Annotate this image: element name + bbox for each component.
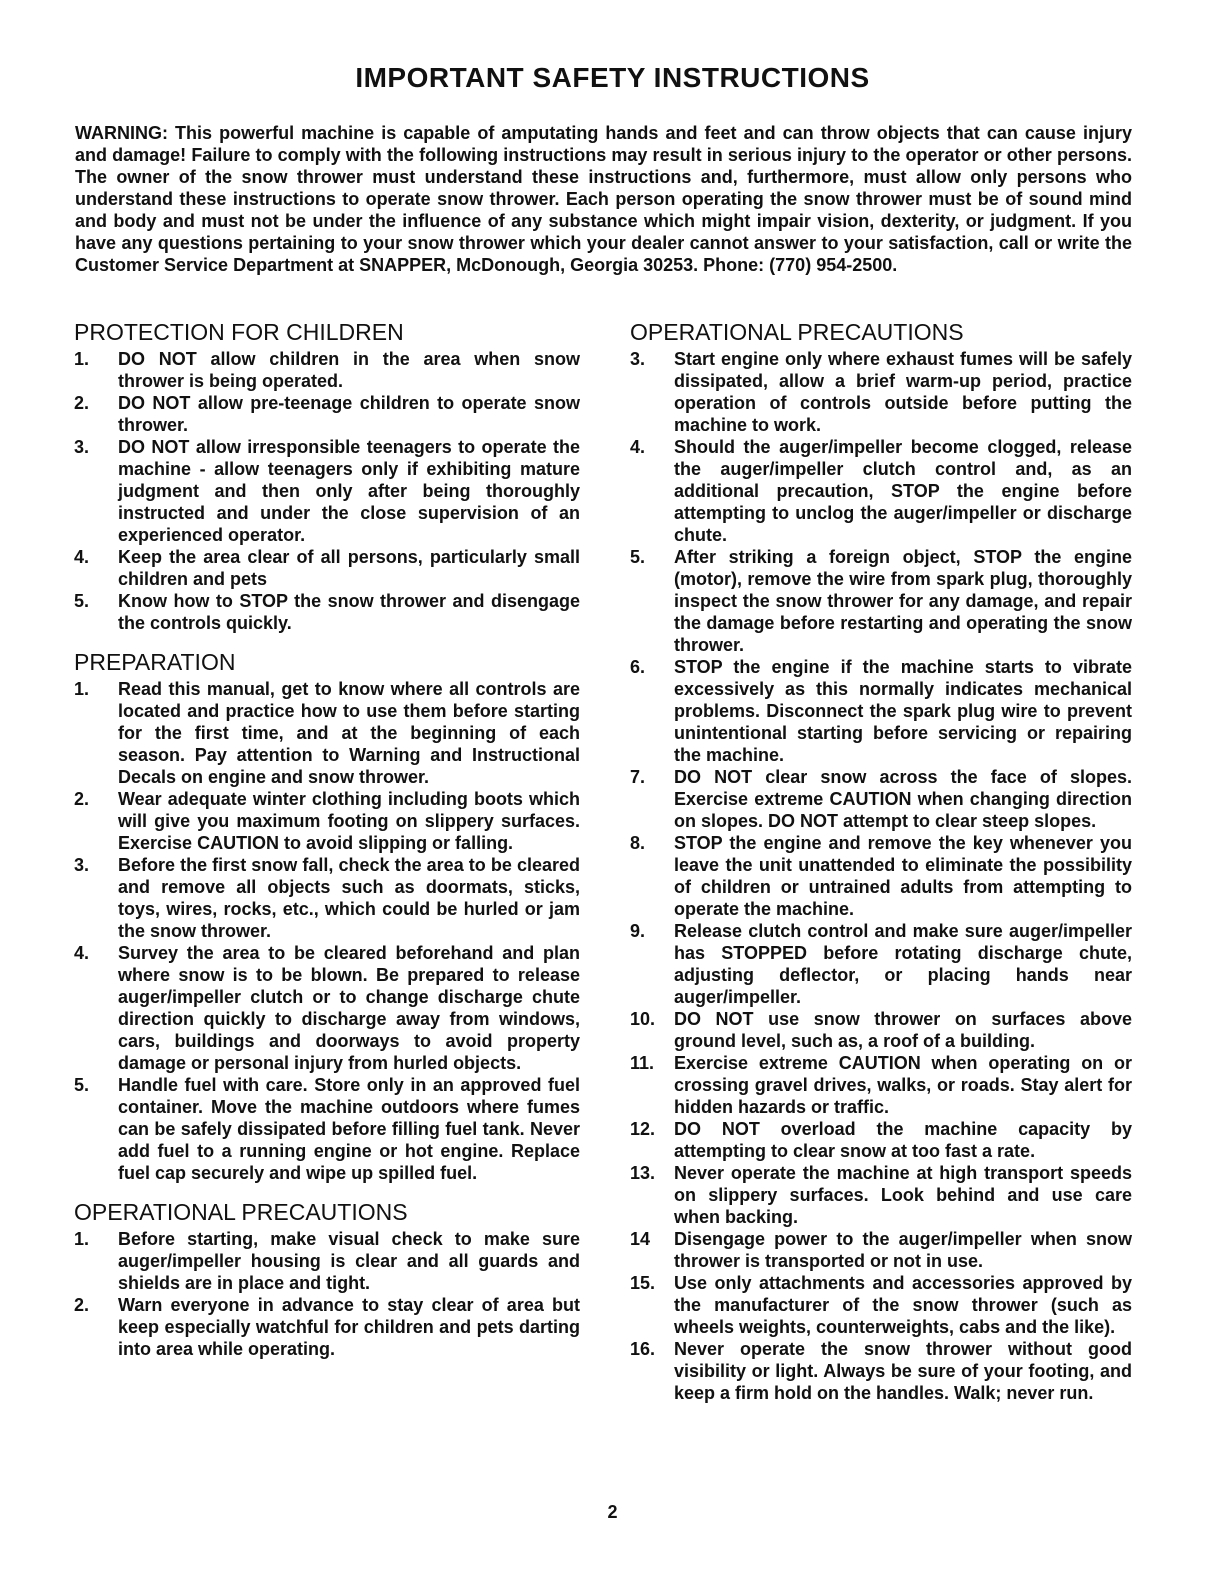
- instruction-list: [74, 678, 580, 1184]
- item-text: DO NOT clear snow across the face of slopes. Exercise extreme CAUTION when changing direction on slopes. DO NOT attempt to clear steep slopes.: [674, 767, 1132, 831]
- item-text: Handle fuel with care. Store only in an approved fuel container. Move the machine outdoors where fumes can be safely dissipated before filling fuel tank. Never add fuel to a running engine or hot engine. Replace fuel cap securely and wipe up spilled fuel.: [118, 1075, 580, 1183]
- item-number: 13.: [630, 1163, 656, 1183]
- item-number: 5.: [74, 1075, 90, 1095]
- item-number: 4.: [74, 943, 90, 963]
- instruction-item: [74, 546, 580, 590]
- instruction-item: [630, 1162, 1132, 1228]
- item-number: 4.: [630, 437, 646, 457]
- section-heading: OPERATIONAL PRECAUTIONS: [74, 1199, 408, 1225]
- item-text: Never operate the snow thrower without good visibility or light. Always be sure of your footing, and keep a firm hold on the handles. Walk; never run.: [674, 1339, 1132, 1403]
- item-number: 9.: [630, 921, 646, 941]
- instruction-item: [630, 1228, 1132, 1272]
- item-text: Wear adequate winter clothing including boots which will give you maximum footing on slippery surfaces. Exercise CAUTION to avoid slipping or falling.: [118, 789, 580, 853]
- item-number: 11.: [630, 1053, 655, 1073]
- item-text: Before starting, make visual check to make sure auger/impeller housing is clear and all guards and shields are in place and tight.: [118, 1229, 580, 1293]
- item-number: 2.: [74, 393, 90, 413]
- instruction-item: [74, 678, 580, 788]
- instruction-item: [74, 392, 580, 436]
- item-number: 3.: [74, 437, 90, 457]
- instruction-item: [74, 1228, 580, 1294]
- item-text: Start engine only where exhaust fumes will be safely dissipated, allow a brief warm-up period, practice operation of controls outside before putting the machine to work.: [674, 349, 1132, 435]
- item-text: DO NOT overload the machine capacity by attempting to clear snow at too fast a rate.: [674, 1119, 1132, 1161]
- left-column: [74, 318, 580, 1360]
- item-text: Warn everyone in advance to stay clear of area but keep especially watchful for children and pets darting into area while operating.: [118, 1295, 580, 1359]
- item-number: 8.: [630, 833, 646, 853]
- instruction-item: [630, 1052, 1132, 1118]
- right-column: [630, 318, 1132, 1404]
- item-number: 14: [630, 1229, 651, 1249]
- instruction-item: [630, 1118, 1132, 1162]
- instruction-item: [630, 436, 1132, 546]
- instruction-item: [630, 832, 1132, 920]
- item-number: 2.: [74, 1295, 90, 1315]
- item-number: 5.: [74, 591, 90, 611]
- instruction-item: [630, 546, 1132, 656]
- item-number: 3.: [74, 855, 90, 875]
- instruction-item: [74, 348, 580, 392]
- section-heading: PROTECTION FOR CHILDREN: [74, 319, 404, 345]
- instruction-item: [74, 1294, 580, 1360]
- instruction-item: [74, 590, 580, 634]
- warning-paragraph: WARNING: This powerful machine is capable of amputating hands and feet and can throw objects that can cause injury and damage! Failure to comply with the following instructions may result in serious injury to the operator or other persons. The owner of the snow thrower must understand these instructions and, furthermore, must allow only persons who understand these instructions to operate snow thrower. Each person operating the snow thrower must be of sound mind and body and must not be under the influence of any substance which might impair vision, dexterity, or judgment. If you have any questions pertaining to your snow thrower which your dealer cannot answer to your satisfaction, call or write the Customer Service Department at SNAPPER, McDonough, Georgia 30253. Phone: (770) 954-2500.: [75, 123, 1132, 275]
- item-number: 6.: [630, 657, 646, 677]
- instruction-item: [630, 766, 1132, 832]
- item-text: DO NOT allow children in the area when snow thrower is being operated.: [118, 349, 580, 391]
- page-title: IMPORTANT SAFETY INSTRUCTIONS: [355, 62, 870, 93]
- instruction-section: [630, 318, 1132, 1404]
- instruction-item: [630, 920, 1132, 1008]
- item-number: 12.: [630, 1119, 656, 1139]
- section-heading: OPERATIONAL PRECAUTIONS: [630, 319, 964, 345]
- item-text: Never operate the machine at high transport speeds on slippery surfaces. Look behind and use care when backing.: [674, 1163, 1132, 1227]
- item-text: Survey the area to be cleared beforehand and plan where snow is to be blown. Be prepared to release auger/impeller clutch or to change discharge chute direction quickly to discharge away from windows, cars, buildings and doorways to avoid property damage or personal injury from hurled objects.: [118, 943, 580, 1073]
- item-text: Read this manual, get to know where all controls are located and practice how to use them before starting for the first time, and at the beginning of each season. Pay attention to Warning and Instructional Decals on engine and snow thrower.: [118, 679, 580, 787]
- item-number: 2.: [74, 789, 90, 809]
- item-number: 10.: [630, 1009, 656, 1029]
- instruction-section: [74, 1198, 580, 1360]
- item-text: Exercise extreme CAUTION when operating on or crossing gravel drives, walks, or roads. Stay alert for hidden hazards or traffic.: [674, 1053, 1132, 1117]
- instruction-item: [630, 348, 1132, 436]
- item-text: Before the first snow fall, check the area to be cleared and remove all objects such as doormats, sticks, toys, wires, rocks, etc., which could be hurled or jam the snow thrower.: [118, 855, 580, 941]
- item-number: 3.: [630, 349, 646, 369]
- instruction-item: [74, 1074, 580, 1184]
- item-text: Disengage power to the auger/impeller when snow thrower is transported or not in use.: [674, 1229, 1132, 1271]
- item-text: DO NOT allow pre-teenage children to operate snow thrower.: [118, 393, 580, 435]
- item-number: 1.: [74, 679, 90, 699]
- item-text: STOP the engine if the machine starts to vibrate excessively as this normally indicates mechanical problems. Disconnect the spark plug wire to prevent unintentional starting before servicing or repairing the machine.: [674, 657, 1132, 765]
- page-number: 2: [607, 1502, 618, 1522]
- instruction-item: [74, 942, 580, 1074]
- instruction-item: [630, 1008, 1132, 1052]
- item-number: 1.: [74, 349, 90, 369]
- item-text: DO NOT use snow thrower on surfaces above ground level, such as, a roof of a building.: [674, 1009, 1132, 1051]
- item-text: Use only attachments and accessories approved by the manufacturer of the snow thrower (such as wheels weights, counterweights, cabs and the like).: [674, 1273, 1132, 1337]
- item-number: 15.: [630, 1273, 656, 1293]
- instruction-section: [74, 648, 580, 1184]
- instruction-item: [74, 854, 580, 942]
- item-number: 7.: [630, 767, 646, 787]
- instruction-item: [74, 788, 580, 854]
- instruction-item: [630, 656, 1132, 766]
- item-text: DO NOT allow irresponsible teenagers to operate the machine - allow teenagers only if exhibiting mature judgment and then only after being thoroughly instructed and under the close supervision of an experienced operator.: [118, 437, 580, 545]
- item-text: STOP the engine and remove the key whenever you leave the unit unattended to eliminate the possibility of children or untrained adults from attempting to operate the machine.: [674, 833, 1132, 919]
- item-text: After striking a foreign object, STOP the engine (motor), remove the wire from spark plug, thoroughly inspect the snow thrower for any damage, and repair the damage before restarting and operating the snow thrower.: [674, 547, 1132, 655]
- instruction-section: [74, 318, 580, 634]
- instruction-item: [630, 1272, 1132, 1338]
- instruction-list: [630, 348, 1132, 1404]
- item-number: 5.: [630, 547, 646, 567]
- instruction-list: [74, 1228, 580, 1360]
- item-text: Know how to STOP the snow thrower and disengage the controls quickly.: [118, 591, 580, 633]
- item-number: 1.: [74, 1229, 90, 1249]
- item-text: Keep the area clear of all persons, particularly small children and pets: [118, 547, 580, 589]
- section-heading: PREPARATION: [74, 649, 236, 675]
- instruction-list: [74, 348, 580, 634]
- item-number: 4.: [74, 547, 90, 567]
- item-text: Release clutch control and make sure auger/impeller has STOPPED before rotating discharge chute, adjusting deflector, or placing hands near auger/impeller.: [674, 921, 1132, 1007]
- item-number: 16.: [630, 1339, 656, 1359]
- instruction-item: [74, 436, 580, 546]
- instruction-item: [630, 1338, 1132, 1404]
- item-text: Should the auger/impeller become clogged, release the auger/impeller clutch control and, as an additional precaution, STOP the engine before attempting to unclog the auger/impeller or discharge chute.: [674, 437, 1132, 545]
